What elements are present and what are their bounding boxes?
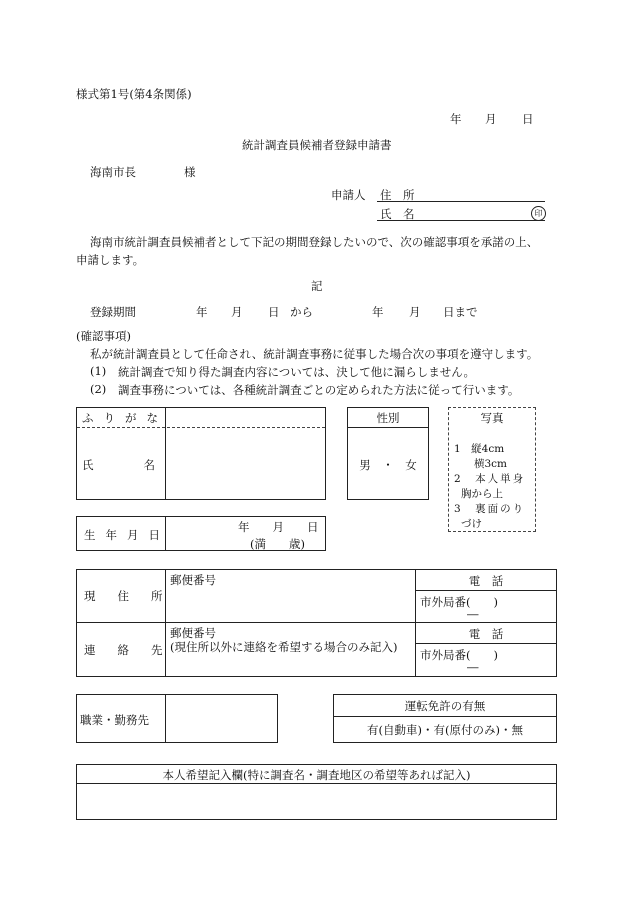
photo-line2: 横3cm: [474, 458, 508, 470]
page-title: 統計調査員候補者登録申請書: [242, 138, 392, 152]
name-input[interactable]: [168, 430, 324, 498]
date-year: 年: [450, 112, 462, 126]
license-header: 運転免許の有無: [404, 699, 486, 713]
name-underline: [377, 220, 545, 221]
period-month1: 月: [231, 305, 243, 319]
addressee-name: 海南市長: [90, 165, 136, 179]
period-day1: 日: [268, 305, 280, 319]
confirm-header: (確認事項): [76, 329, 131, 343]
job-label: 職業・勤務先: [80, 713, 149, 727]
period-month2: 月: [409, 305, 421, 319]
license-separator: [333, 716, 557, 717]
confirm-item2-number: (2): [90, 382, 107, 396]
furigana-separator: [77, 427, 325, 428]
wish-separator: [76, 783, 557, 784]
period-year2: 年: [372, 305, 384, 319]
birth-label: 生年月日: [84, 528, 170, 542]
applicant-name-label: 氏 名: [380, 207, 415, 221]
contact-phone-header-line: [415, 643, 557, 644]
license-options[interactable]: 有(自動車)・有(原付のみ)・無: [367, 723, 523, 737]
furigana-label-text: ふりがな: [82, 411, 168, 425]
contact-phone-line[interactable]: 市外局番( ): [420, 648, 498, 662]
photo-line3: 2 本人単身: [454, 473, 526, 485]
current-address-label: 現住所: [84, 589, 185, 603]
contact-phone-dash: ―: [467, 660, 479, 674]
confirm-lead: 私が統計調査員として任命され、統計調査事務に従事した場合次の事項を遵守します。: [90, 347, 539, 361]
furigana-input[interactable]: [168, 410, 324, 426]
period-year1: 年: [196, 305, 208, 319]
address-underline: [377, 201, 545, 202]
date-month: 月: [485, 112, 497, 126]
gender-options[interactable]: 男 ・ 女: [359, 458, 417, 472]
period-label: 登録期間: [90, 305, 136, 319]
contact-phone-header: 電 話: [468, 627, 504, 641]
current-phone-line[interactable]: 市外局番( ): [420, 595, 498, 609]
current-phone-header: 電 話: [468, 574, 504, 588]
wish-input[interactable]: [79, 786, 554, 818]
photo-title: 写真: [480, 411, 504, 425]
date-day: 日: [522, 112, 534, 126]
contact-label: 連絡先: [84, 643, 185, 657]
contact-postal-label: 郵便番号: [170, 626, 216, 640]
intro-line1: 海南市統計調査員候補者として下記の期間登録したいので、次の確認事項を承諾の上、: [90, 235, 539, 249]
gender-label: 性別: [376, 411, 400, 425]
current-postal-label: 郵便番号: [170, 573, 216, 587]
current-phone-dash: ―: [467, 607, 479, 621]
period-until: 日まで: [443, 305, 478, 319]
furigana-label: [82, 410, 168, 426]
applicant-address-label: 住 所: [380, 188, 415, 202]
photo-line6: づけ: [461, 518, 482, 530]
period-from: から: [290, 305, 313, 319]
ki-mark: 記: [311, 279, 323, 293]
photo-line5: 3 裏面のり: [454, 503, 526, 515]
form-number: 様式第1号(第4条関係): [76, 87, 192, 101]
confirm-item2: 調査事務については、各種統計調査ごとの定められた方法に従って行います。: [118, 383, 520, 397]
address-label-divider: [165, 569, 166, 677]
seal-mark: 印: [531, 206, 546, 221]
address-row-separator: [76, 622, 557, 623]
birth-ymd[interactable]: 年 月 日: [238, 520, 319, 534]
job-divider: [165, 694, 166, 743]
photo-line1: 1 縦4cm: [454, 443, 505, 455]
intro-line2: 申請します。: [76, 253, 145, 267]
current-phone-header-line: [415, 590, 557, 591]
confirm-item1-number: (1): [90, 364, 107, 378]
current-address-input[interactable]: [168, 590, 412, 620]
addressee-honorific: 様: [184, 165, 196, 179]
contact-note: (現住所以外に連絡を希望する場合のみ記入): [170, 640, 398, 654]
photo-line4: 胸から上: [461, 488, 503, 500]
applicant-label: 申請人: [331, 188, 366, 202]
gender-separator: [347, 427, 429, 428]
name-label: 氏名: [82, 458, 205, 472]
job-input[interactable]: [168, 697, 276, 741]
birth-age[interactable]: (満 歳): [250, 537, 305, 551]
confirm-item1: 統計調査で知り得た調査内容については、決して他に漏らしません。: [118, 365, 475, 379]
wish-header: 本人希望記入欄(特に調査名・調査地区の希望等あれば記入): [162, 768, 471, 782]
